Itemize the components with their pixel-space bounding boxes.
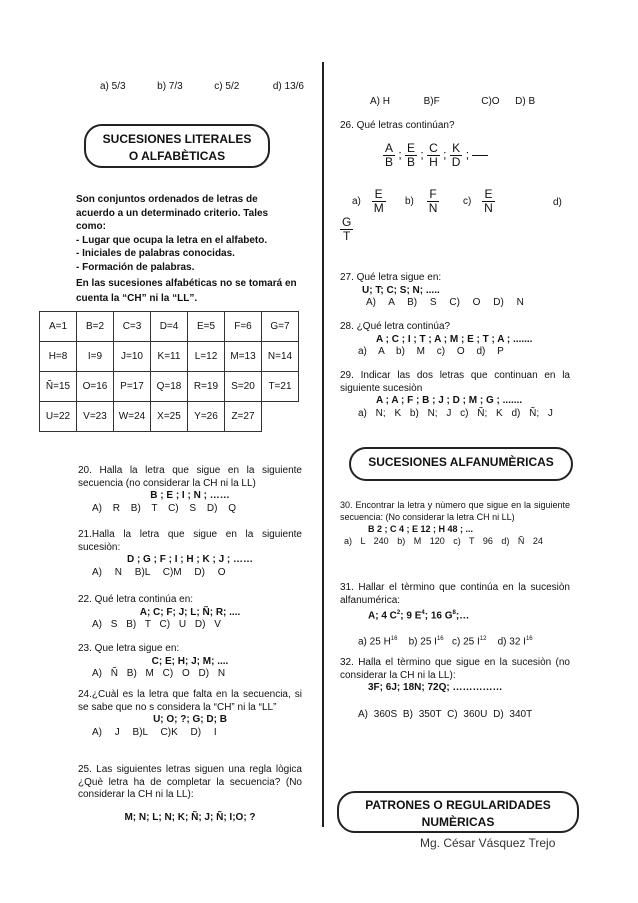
question-sequence: A ; C ; I ; T ; A ; M ; E ; T ; A ; ....... <box>376 333 533 345</box>
question-26 <box>340 120 570 133</box>
question-sequence: B ; E ; I ; N ; …… <box>150 490 230 501</box>
table-cell: B=2 <box>77 312 114 342</box>
question-31 <box>340 582 570 649</box>
fraction: $\frac{C}{H}$ <box>429 141 438 169</box>
table-cell: C=3 <box>114 312 151 342</box>
question-21 <box>78 529 302 579</box>
option: B)F <box>423 96 440 107</box>
question-sequence: C; E; H; J; M; .... <box>151 655 229 667</box>
table-cell: O=16 <box>77 372 114 402</box>
table-cell: Q=18 <box>151 372 188 402</box>
table-cell: U=22 <box>40 402 77 432</box>
option-label: a) <box>352 196 361 207</box>
question-sequence: M; N; L; N; K; Ñ; J; Ñ; I;O; ? <box>124 811 256 823</box>
table-cell: K=11 <box>151 342 188 372</box>
table-cell: H=8 <box>40 342 77 372</box>
question-32 <box>340 657 570 721</box>
definition-item: - Iniciales de palabras conocidas. <box>76 248 235 259</box>
fraction: $\frac{G}{T}$ <box>342 215 352 243</box>
table-cell: I=9 <box>77 342 114 372</box>
question-options: A) Ñ B) M C) O D) N <box>92 668 226 679</box>
blank-line <box>472 155 488 156</box>
table-cell: X=25 <box>151 402 188 432</box>
option: A) H <box>370 96 390 107</box>
question-options: A) N B)L C)M D) O <box>92 566 226 578</box>
fraction: $\frac{A}{B}$ <box>385 141 394 169</box>
table-cell: S=20 <box>225 372 262 402</box>
section-heading-literales <box>84 124 270 168</box>
question-options: A) R B) T C) S D) Q <box>92 502 236 514</box>
question-text: 26. Qué letras continúan? <box>340 120 455 131</box>
table-cell: R=19 <box>188 372 225 402</box>
question-text: 29. Indicar las dos letras que continuan en la siguiente sucesiòn <box>340 370 570 394</box>
question-text: 23. Que letra sigue en: <box>78 643 180 654</box>
question-options: A) S B) T C) U D) V <box>92 619 221 630</box>
definition-block <box>76 193 298 306</box>
option-label: c) <box>463 196 472 207</box>
question-text: 20. Halla la letra que sigue en la siguiente secuencia (no considerar la CH ni la LL) <box>78 465 302 489</box>
fraction: $\frac{E}{B}$ <box>407 141 416 169</box>
table-cell: Z=27 <box>225 402 262 432</box>
question-20 <box>78 465 302 515</box>
heading-line: SUCESIONES ALFANUMÈRICAS <box>368 455 554 469</box>
option: d) 13/6 <box>272 81 304 92</box>
question-text: 28. ¿Qué letra continúa? <box>340 321 451 332</box>
question-28 <box>340 321 570 359</box>
question-options: a) A b) M c) O d) P <box>358 346 504 357</box>
question-text: 32. Halla el tèrmino que sigue en la sucesiòn (no considerar la CH ni la LL): <box>340 657 570 681</box>
q26-option-d-label: d) <box>553 197 562 208</box>
question-options: a) N; K b) N; J c) Ñ; K d) Ñ; J <box>358 407 553 419</box>
question-25 <box>78 764 302 824</box>
option: b) 7/3 <box>157 81 183 92</box>
question-options: A) A B) S C) O D) N <box>366 297 524 308</box>
table-cell: F=6 <box>225 312 262 342</box>
table-cell: V=23 <box>77 402 114 432</box>
question-27 <box>340 272 570 310</box>
table-cell: P=17 <box>114 372 151 402</box>
question-29 <box>340 370 570 420</box>
table-cell: M=13 <box>225 342 262 372</box>
fraction: $\frac{E}{N}$ <box>484 187 493 215</box>
empty-cell <box>262 402 299 432</box>
table-cell: A=1 <box>40 312 77 342</box>
fraction: $\frac{K}{D}$ <box>451 141 461 169</box>
author-signature: Mg. César Vásquez Trejo <box>420 836 556 850</box>
table-cell: E=5 <box>188 312 225 342</box>
table-cell: T=21 <box>262 372 299 402</box>
definition-item: - Lugar que ocupa la letra en el alfabeto. <box>76 234 268 246</box>
question-sequence: D ; G ; F ; I ; H ; K ; J ; …… <box>126 554 254 565</box>
option: a) 5/3 <box>100 81 126 92</box>
top-right-options <box>370 96 535 107</box>
alphabet-table <box>39 311 299 432</box>
option: C)O <box>481 96 500 107</box>
section-heading-alfanumericas <box>349 447 573 481</box>
question-text: 27. Qué letra sigue en: <box>340 272 442 283</box>
table-cell: Ñ=15 <box>40 372 77 402</box>
question-text: 31. Hallar el tèrmino que continúa en la sucesiòn alfanumérica: <box>340 582 570 606</box>
question-sequence: U; O; ?; G; D; B <box>153 714 227 725</box>
question-sequence: A; 4 $C^2$; 9 $E^4$; 16 $G^8;\dots$ <box>368 610 470 622</box>
q26-option-c <box>463 188 495 215</box>
heading-line: SUCESIONES LITERALES <box>102 132 252 146</box>
question-text: 30. Encontrar la letra y nùmero que sigue en la siguiente secuencia: (No considerar la letra CH ni LL) <box>340 500 570 522</box>
table-cell: Y=26 <box>188 402 225 432</box>
table-cell: W=24 <box>114 402 151 432</box>
top-left-options <box>100 81 304 92</box>
definition-note: En las sucesiones alfabéticas no se tomará en cuenta la “CH” ni la “LL”. <box>76 278 297 304</box>
column-divider <box>322 62 324 827</box>
q26-option-a <box>352 188 386 215</box>
question-options: a) 25 $H^{16}$ b) 25 $I^{16}$ c) 25 $I^{12}$ d) 32 $I^{16}$ <box>358 635 533 648</box>
table-cell: G=7 <box>262 312 299 342</box>
table-cell: D=4 <box>151 312 188 342</box>
heading-line: O ALFABÈTICAS <box>128 149 226 163</box>
question-30 <box>340 499 570 547</box>
heading-line: NUMÈRICAS <box>421 815 495 829</box>
question-24 <box>78 689 302 739</box>
question-sequence: 3F; 6J; 18N; 72Q; …………… <box>368 682 503 693</box>
question-sequence: A; C; F; J; L; Ñ; R; .... <box>139 606 241 618</box>
option: c) 5/2 <box>214 81 240 92</box>
q26-option-b <box>405 188 439 215</box>
fraction: $\frac{E}{M}$ <box>373 187 384 215</box>
section-heading-patrones <box>337 791 579 833</box>
question-options: a) L 240 b) M 120 c) T 96 d) Ñ 24 <box>344 536 543 546</box>
heading-line: PATRONES O REGULARIDADES <box>365 798 551 812</box>
option-label: b) <box>405 196 414 207</box>
table-cell: N=14 <box>262 342 299 372</box>
question-text: 24.¿Cuàl es la letra que falta en la secuencia, si se sabe que no s considera la “CH” ni la “LL” <box>78 689 302 713</box>
question-text: 25. Las siguientes letras siguen una regla lògica ¿Què letra ha de completar la secuencia? (No considerar la CH ni la LL): <box>78 764 302 800</box>
fraction: $\frac{F}{N}$ <box>428 187 438 215</box>
question-sequence: U; T; C; S; N; ..... <box>362 284 440 296</box>
definition-item: - Formación de palabras. <box>76 261 195 273</box>
table-cell: J=10 <box>114 342 151 372</box>
question-text: 22. Qué letra continúa en: <box>78 594 194 605</box>
question-text: 21.Halla la letra que sigue en la siguiente sucesiòn: <box>78 529 302 553</box>
question-22 <box>78 594 302 632</box>
option: D) B <box>515 96 536 107</box>
question-23 <box>78 643 302 681</box>
question-sequence: A ; A ; F ; B ; J ; D ; M ; G ; ....... <box>376 395 523 406</box>
question-options: A) 360S B) 350T C) 360U D) 340T <box>358 708 533 720</box>
table-cell: L=12 <box>188 342 225 372</box>
definition-intro: Son conjuntos ordenados de letras de acuerdo a un determinado criterio. Tales como: <box>76 194 269 232</box>
question-options: A) J B)L C)K D) I <box>92 726 217 738</box>
question-sequence: B 2 ; C 4 ; E 12 ; H 48 ; ... <box>368 524 474 534</box>
q26-sequence: $\frac{A}{B}$ ; $\frac{E}{B}$ ; $\frac{C}{H}$ ; $\frac{K}{D}$ ; <box>383 142 488 169</box>
q26-option-d <box>340 216 353 243</box>
